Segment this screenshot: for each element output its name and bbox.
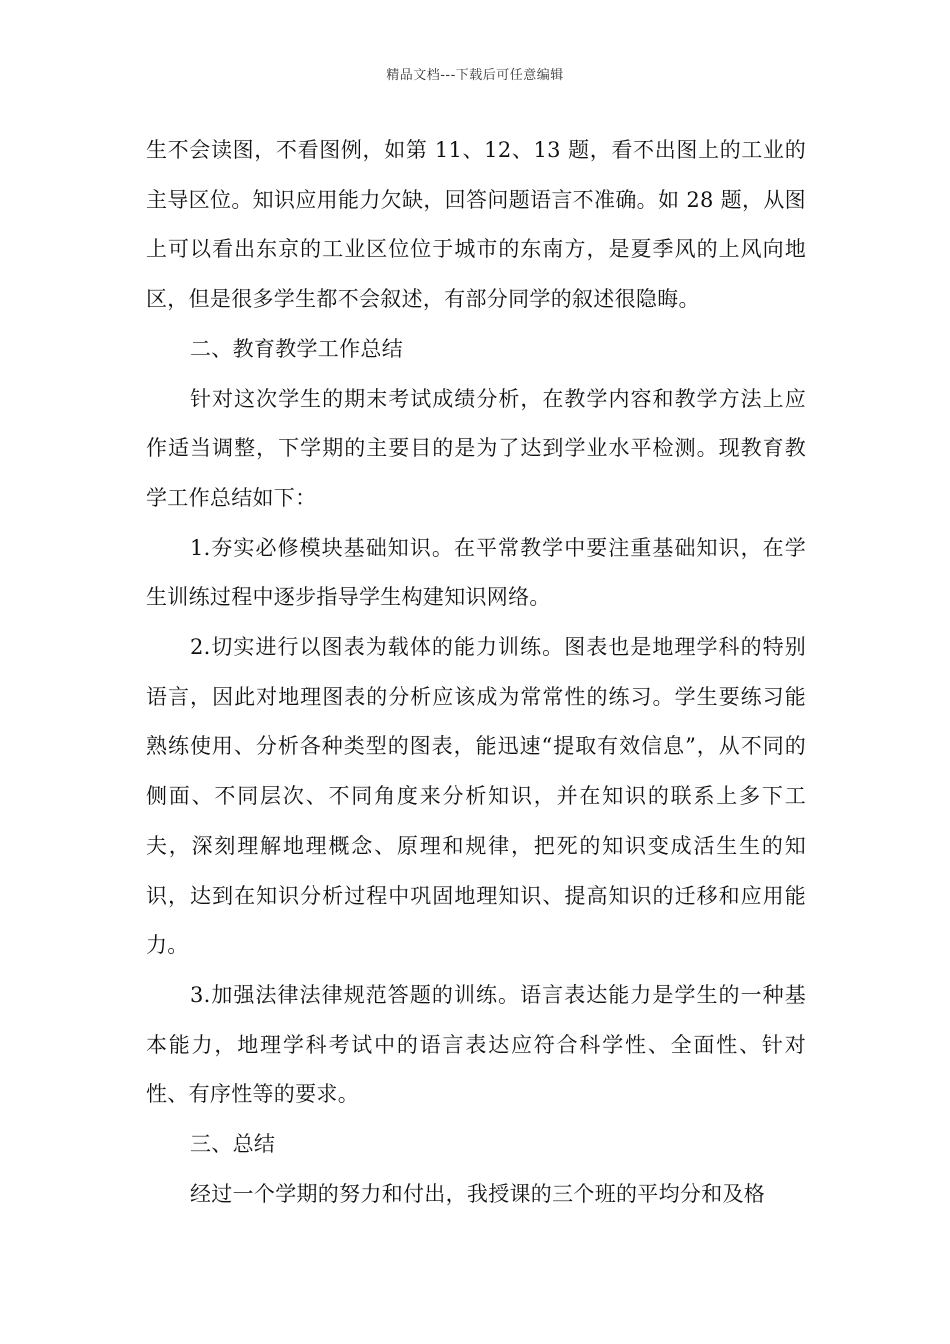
- list-item-3: 3.加强法律法律规范答题的训练。语言表达能力是学生的一种基本能力，地理学科考试中的语言表达应符合科学性、全面性、针对性、有序性等的要求。: [146, 982, 806, 1107]
- paragraph-intro: 针对这次学生的期末考试成绩分析，在教学内容和教学方法上应作适当调整，下学期的主要目的是为了达到学业水平检测。现教育教学工作总结如下：: [146, 386, 806, 510]
- list-item-2: 2.切实进行以图表为载体的能力训练。图表也是地理学科的特别语言，因此对地理图表的分析应该成为常常性的练习。学生要练习能熟练使用、分析各种类型的图表，能迅速“提取有效信息”，从不同的侧面、不同层次、不同角度来分析知识，并在知识的联系上多下工夫，深刻理解地理概念、原理和规律，把死的知识变成活生生的知识，达到在知识分析过程中巩固地理知识、提高知识的迁移和应用能力。: [146, 635, 806, 958]
- page-header: 精品文档---下载后可任意编辑: [386, 68, 564, 83]
- list-item-1: 1.夯实必修模块基础知识。在平常教学中要注重基础知识，在学生训练过程中逐步指导学生构建知识网络。: [146, 535, 806, 610]
- section-heading-2: 二、教育教学工作总结: [190, 336, 403, 361]
- section-heading-3: 三、总结: [190, 1132, 276, 1157]
- paragraph-continuation: 生不会读图，不看图例，如第 11、12、13 题，看不出图上的工业的主导区位。知识应用能力欠缺，回答问题语言不准确。如 28 题，从图上可以看出东京的工业区位位于城市的东南方，是夏季风的上风向地区，但是很多学生都不会叙述，有部分同学的叙述很隐晦。: [146, 138, 806, 312]
- document-body: [146, 126, 806, 1219]
- paragraph-summary: 经过一个学期的努力和付出，我授课的三个班的平均分和及格: [190, 1181, 766, 1206]
